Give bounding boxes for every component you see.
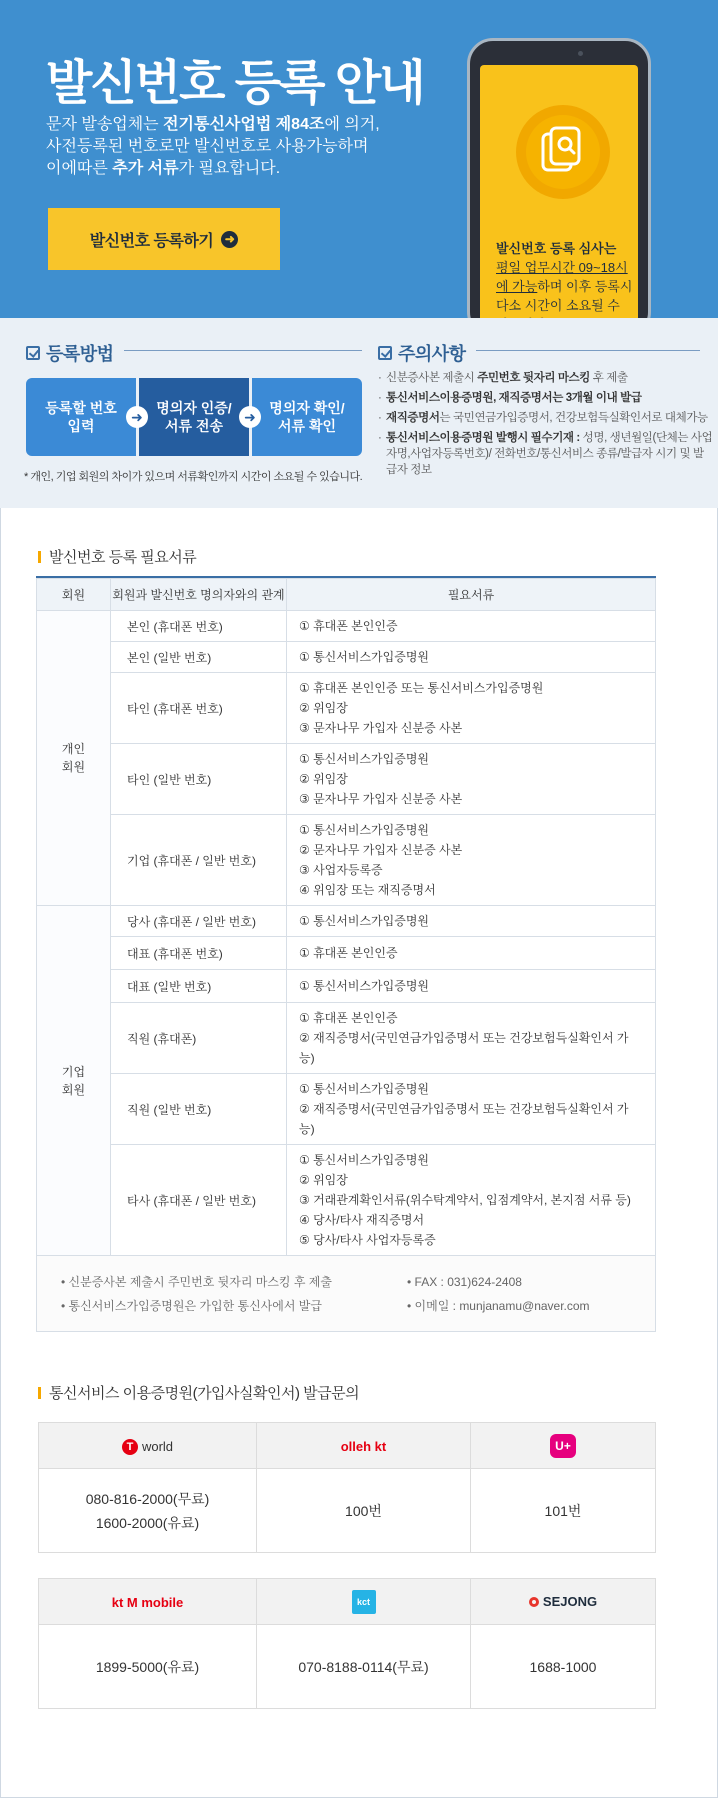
carrier-lg-uplus — [471, 1423, 656, 1469]
documents-cell — [287, 906, 656, 937]
carrier-table-1 — [38, 1422, 656, 1553]
contact-lg-uplus: 101번 — [471, 1469, 656, 1553]
carrier-sk-telecom — [39, 1423, 257, 1469]
logo-text: world — [141, 1439, 174, 1454]
carrier-table-2 — [38, 1578, 656, 1709]
title-accent-bar — [38, 551, 41, 563]
hero-banner — [0, 0, 718, 318]
register-method-title: 등록방법 — [46, 344, 114, 364]
document-item: ③ 거래관계확인서류(위수탁계약서, 입점계약서, 본지점 서류 등) — [299, 1193, 631, 1207]
phone-illustration — [467, 38, 651, 338]
caution-bold: 주민번호 뒷자리 마스킹 — [477, 372, 590, 384]
relation-cell: 당사 (휴대폰 / 일반 번호) — [111, 906, 287, 937]
caution-list — [378, 370, 714, 482]
document-item: ③ 문자나무 가입자 신분증 사본 — [299, 721, 463, 735]
table-row — [37, 1003, 656, 1074]
documents-cell — [287, 937, 656, 970]
caution-item — [378, 370, 714, 386]
lg-uplus-logo — [550, 1434, 576, 1458]
document-item: ① 휴대폰 본인인증 또는 통신서비스가입증명원 — [299, 681, 544, 695]
arrow-right-icon: ➜ — [239, 406, 261, 428]
document-item: ② 위임장 — [299, 701, 348, 715]
document-search-icon — [516, 105, 610, 199]
documents-section-title — [38, 546, 196, 567]
hero-desc-text: 이에따른 — [46, 160, 113, 177]
hero-desc-law: 전기통신사업법 제84조 — [163, 116, 325, 133]
document-item: ① 휴대폰 본인인증 — [299, 1011, 398, 1025]
table-row — [37, 1074, 656, 1145]
register-steps — [26, 378, 362, 456]
caution-heading — [378, 340, 466, 366]
olleh-kt-logo — [341, 1439, 387, 1454]
caution-bold: 재직증명서 — [386, 412, 440, 424]
contact-kt-m-mobile: 1899-5000(유료) — [39, 1625, 257, 1709]
document-item: ② 재직증명서(국민연금가입증명서 또는 건강보험득실확인서 가능) — [299, 1031, 629, 1065]
review-hours-rest: 하며 이후 등록시 다소 시간이 소요될 수 — [496, 279, 633, 313]
contact-sk-telecom: 080-816-2000(무료) 1600-2000(유료) — [39, 1469, 257, 1553]
col-header-relation: 회원과 발신번호 명의자와의 관계 — [111, 579, 287, 611]
t-world-logo: T world — [122, 1439, 173, 1455]
step-label: 명의자 인증/ 서류 전송 — [156, 400, 232, 434]
carrier-sejong — [471, 1579, 656, 1625]
relation-cell: 타인 (휴대폰 번호) — [111, 673, 287, 744]
documents-title: 발신번호 등록 필요서류 — [49, 549, 197, 566]
fax-info: • FAX : 031)624-2408 — [407, 1274, 522, 1289]
step-label: 명의자 확인/ 서류 확인 — [269, 400, 345, 434]
review-hours-time: 평일 업무시간 09~18시에 가능 — [496, 260, 628, 294]
col-header-documents: 필요서류 — [287, 579, 656, 611]
divider — [124, 350, 362, 351]
document-item: ⑤ 당사/타사 사업자등록증 — [299, 1233, 436, 1247]
hero-desc-text: 가 필요합니다. — [178, 160, 281, 177]
hero-desc-text: 사전등록된 번호로만 발신번호로 사용가능하며 — [46, 138, 369, 155]
documents-cell — [287, 642, 656, 673]
carrier-contact-row — [39, 1469, 656, 1553]
document-item: ① 통신서비스가입증명원 — [299, 823, 430, 837]
logo-text: kct — [352, 1590, 376, 1614]
step-verify-owner — [139, 378, 249, 456]
relation-cell: 직원 (휴대폰) — [111, 1003, 287, 1074]
register-method-heading — [26, 340, 114, 366]
checkbox-icon — [26, 346, 40, 360]
documents-cell — [287, 1145, 656, 1256]
document-item: ① 통신서비스가입증명원 — [299, 1082, 430, 1096]
document-item: ② 위임장 — [299, 1173, 348, 1187]
table-row — [37, 815, 656, 906]
caution-item — [378, 430, 714, 478]
note-item: • 신분증사본 제출시 주민번호 뒷자리 마스킹 후 제출 — [61, 1274, 332, 1289]
relation-cell: 본인 (휴대폰 번호) — [111, 611, 287, 642]
table-row — [37, 642, 656, 673]
step-label: 등록할 번호 입력 — [45, 400, 117, 434]
carrier-logo-row — [39, 1423, 656, 1469]
register-number-label: 발신번호 등록하기 — [89, 232, 214, 250]
relation-cell: 직원 (일반 번호) — [111, 1074, 287, 1145]
col-header-member: 회원 — [37, 579, 111, 611]
documents-cell — [287, 744, 656, 815]
document-item: ① 통신서비스가입증명원 — [299, 1153, 430, 1167]
carrier-kt — [257, 1423, 471, 1469]
table-row — [37, 673, 656, 744]
document-item: ① 휴대폰 본인인증 — [299, 946, 398, 960]
table-row — [37, 970, 656, 1003]
note-item: • 통신서비스가입증명원은 가입한 통신사에서 발급 — [61, 1298, 322, 1313]
documents-cell — [287, 611, 656, 642]
relation-cell: 기업 (휴대폰 / 일반 번호) — [111, 815, 287, 906]
carrier-kt-m-mobile — [39, 1579, 257, 1625]
documents-cell — [287, 1003, 656, 1074]
step-enter-number — [26, 378, 136, 456]
step-confirm-docs — [252, 378, 362, 456]
table-header-row — [37, 579, 656, 611]
arrow-right-icon: ➜ — [126, 406, 148, 428]
carrier-kct — [257, 1579, 471, 1625]
carriers-section-title — [38, 1382, 359, 1403]
hero-desc-text: 문자 발송업체는 — [46, 116, 164, 133]
document-item: ② 재직증명서(국민연금가입증명서 또는 건강보험득실확인서 가능) — [299, 1102, 629, 1136]
review-hours-title: 발신번호 등록 심사는 — [496, 241, 617, 256]
document-item: ③ 문자나무 가입자 신분증 사본 — [299, 792, 463, 806]
kct-logo — [352, 1590, 376, 1614]
member-group-cell: 개인 회원 — [37, 611, 111, 906]
documents-notes-cell — [37, 1256, 656, 1332]
caution-text: 는 국민연금가입증명서, 건강보험득실확인서로 대체가능 — [439, 412, 708, 424]
document-item: ② 문자나무 가입자 신분증 사본 — [299, 843, 463, 857]
document-item: ③ 사업자등록증 — [299, 863, 383, 877]
document-item: ① 통신서비스가입증명원 — [299, 752, 430, 766]
table-row — [37, 611, 656, 642]
logo-text: U+ — [550, 1434, 576, 1458]
document-item: ② 위임장 — [299, 772, 348, 786]
logo-text: kt M mobile — [111, 1594, 184, 1610]
relation-cell: 타인 (일반 번호) — [111, 744, 287, 815]
contact-kt: 100번 — [257, 1469, 471, 1553]
arrow-right-icon: ➜ — [221, 231, 238, 248]
carrier-contact-row — [39, 1625, 656, 1709]
kt-m-mobile-logo — [112, 1595, 184, 1610]
sejong-logo — [529, 1594, 597, 1609]
relation-cell: 타사 (휴대폰 / 일반 번호) — [111, 1145, 287, 1256]
relation-cell: 대표 (일반 번호) — [111, 970, 287, 1003]
document-item: ① 통신서비스가입증명원 — [299, 979, 430, 993]
document-item: ① 휴대폰 본인인증 — [299, 619, 398, 633]
email-info[interactable]: • 이메일 : munjanamu@naver.com — [407, 1298, 590, 1313]
caution-item — [378, 410, 714, 426]
hero-desc-text: 에 의거, — [324, 116, 380, 133]
relation-cell: 본인 (일반 번호) — [111, 642, 287, 673]
documents-cell — [287, 1074, 656, 1145]
documents-cell — [287, 970, 656, 1003]
documents-cell — [287, 815, 656, 906]
hero-description — [46, 114, 406, 180]
documents-notes-row — [37, 1256, 656, 1332]
table-row — [37, 1145, 656, 1256]
register-method-note: * 개인, 기업 회원의 차이가 있으며 서류확인까지 시간이 소요될 수 있습니다. — [24, 471, 363, 483]
relation-cell: 대표 (휴대폰 번호) — [111, 937, 287, 970]
caution-bold: 통신서비스이용증명원, 재직증명서는 3개월 이내 발급 — [386, 392, 642, 404]
caution-bold: 통신서비스이용증명원 발행시 필수기재 : — [386, 432, 580, 444]
contact-sejong: 1688-1000 — [471, 1625, 656, 1709]
carriers-title: 통신서비스 이용증명원(가입사실확인서) 발급문의 — [49, 1385, 360, 1402]
caution-text: 후 제출 — [589, 372, 628, 384]
divider — [476, 350, 700, 351]
checkbox-icon — [378, 346, 392, 360]
documents-cell — [287, 673, 656, 744]
phone-screen — [480, 65, 638, 325]
member-group-cell: 기업 회원 — [37, 906, 111, 1256]
document-item: ④ 당사/타사 재직증명서 — [299, 1213, 425, 1227]
table-row — [37, 906, 656, 937]
caution-text: 신분증사본 제출시 — [386, 372, 478, 384]
table-row — [37, 744, 656, 815]
carrier-logo-row — [39, 1579, 656, 1625]
document-item: ④ 위임장 또는 재직증명서 — [299, 883, 436, 897]
table-row — [37, 937, 656, 970]
logo-text: SEJONG — [542, 1594, 598, 1609]
document-item: ① 통신서비스가입증명원 — [299, 914, 430, 928]
document-item: ① 통신서비스가입증명원 — [299, 650, 430, 664]
page-title: 발신번호 등록 안내 — [46, 57, 424, 110]
title-accent-bar — [38, 1387, 41, 1399]
register-number-button[interactable] — [48, 208, 280, 270]
hero-desc-extra-docs: 추가 서류 — [112, 160, 179, 177]
required-documents-table — [36, 578, 656, 1332]
logo-text: olleh kt — [340, 1438, 387, 1454]
caution-text: 성명, 생년월일(단체는 사업자명,사업자등록번호)/ 전화번호/통신서비스 종류/발급자 시기 및 발급자 정보 — [386, 432, 713, 476]
required-documents-body — [37, 611, 656, 1332]
caution-item — [378, 390, 714, 406]
caution-title: 주의사항 — [398, 344, 466, 364]
contact-kct: 070-8188-0114(무료) — [257, 1625, 471, 1709]
phone-camera — [578, 51, 583, 56]
